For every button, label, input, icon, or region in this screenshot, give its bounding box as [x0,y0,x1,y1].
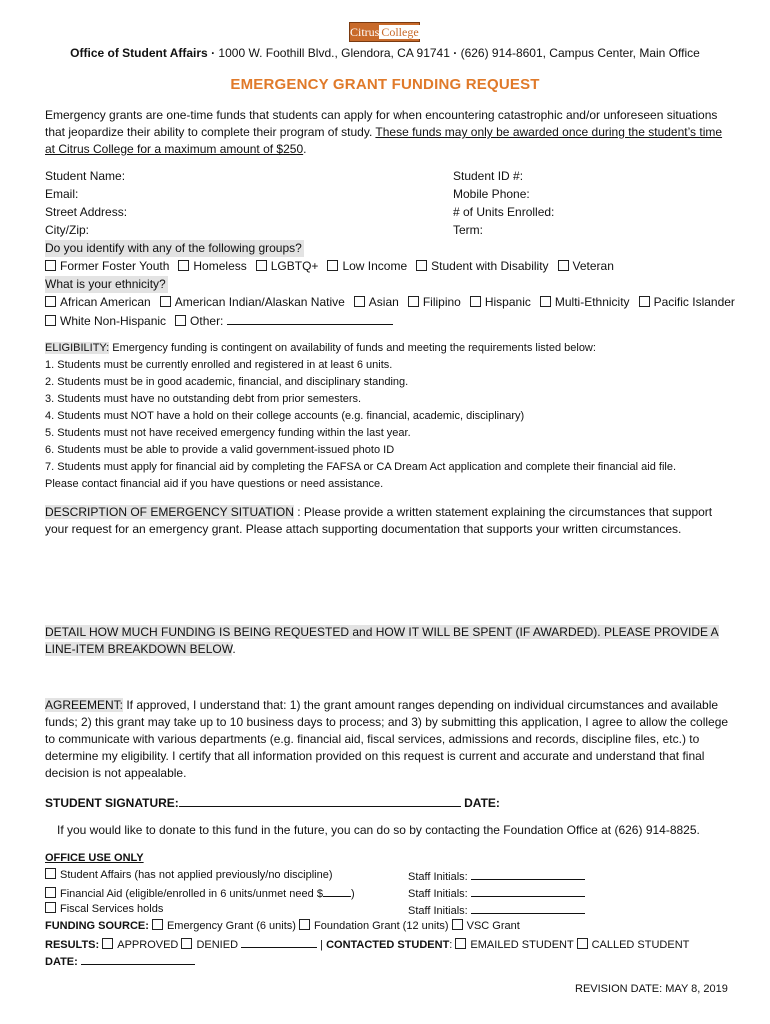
checkbox-emergency-grant[interactable] [152,920,296,932]
other-ethnicity-input[interactable] [227,312,393,325]
checkbox-icon [470,296,481,307]
staff-initials-label: Staff Initials: [408,905,468,917]
checkbox-african-american[interactable] [45,295,151,309]
field-student-name[interactable]: Student Name: [45,169,126,183]
office-row-label: Student Affairs (has not applied previously/no discipline) [60,869,333,881]
option-label: APPROVED [117,939,179,951]
option-label: Emergency Grant (6 units) [166,920,296,932]
donate-note: If you would like to donate to this fund in the future, you can do so by contacting the Foundation Office at (626) 914-8825. [57,823,700,837]
checkbox-pacific-islander[interactable] [639,295,735,309]
office-address: 1000 W. Foothill Blvd., Glendora, CA 91741 [218,46,450,60]
field-email[interactable]: Email: [45,187,79,201]
option-label: White Non-Hispanic [60,314,167,328]
option-label: DENIED [196,939,239,951]
checkbox-icon [558,260,569,271]
unmet-need-input[interactable] [323,884,351,897]
office-row-student-affairs[interactable] [45,867,333,884]
contacted-colon: : [449,939,453,951]
staff-initials-input[interactable] [471,901,585,914]
signature-input[interactable] [179,794,461,807]
checkbox-icon [354,296,365,307]
groups-question: Do you identify with any of the following groups? [45,241,302,255]
office-row-label: Fiscal Services holds [60,903,164,915]
option-label: Other: [190,314,224,328]
funding-source-label: FUNDING SOURCE: [45,920,149,932]
checkbox-icon [452,919,463,930]
checkbox-called-student[interactable] [577,939,690,951]
separator-bar: | [320,939,323,951]
description-section [45,504,725,538]
logo-text-citrus: Citrus [350,25,380,39]
header-separator: · [453,46,458,60]
checkbox-icon [299,919,310,930]
field-term[interactable]: Term: [453,223,483,237]
checkbox-foundation-grant[interactable] [299,920,449,932]
checkbox-low-income[interactable] [327,259,407,273]
checkbox-icon [45,296,56,307]
ethnicity-question: What is your ethnicity? [45,277,166,291]
checkbox-icon [102,938,113,949]
intro-paragraph [45,107,735,158]
option-label: Foundation Grant (12 units) [314,920,449,932]
groups-options [45,258,623,275]
office-use-title: OFFICE USE ONLY [45,852,144,864]
eligibility-item: 5. Students must not have received emergency funding within the last year. [45,427,411,439]
option-label: LGBTQ+ [270,259,319,273]
option-label: Filipino [422,295,461,309]
eligibility-header [45,340,596,357]
header-separator: · [211,46,216,60]
checkbox-icon [45,868,56,879]
staff-initials-input[interactable] [471,867,585,880]
eligibility-item: 7. Students must apply for financial aid by completing the FAFSA or CA Dream Act application and complete their financial aid file. [45,461,677,473]
eligibility-item: 2. Students must be in good academic, financial, and disciplinary standing. [45,376,409,388]
eligibility-item: 1. Students must be currently enrolled and registered in at least 6 units. [45,359,393,371]
checkbox-lgbtq[interactable] [256,259,319,273]
checkbox-icon [540,296,551,307]
agreement-section [45,697,735,782]
detail-end: . [232,642,236,656]
office-row-end: ) [350,888,355,900]
option-label: Multi-Ethnicity [554,295,630,309]
checkbox-icon [45,887,56,898]
checkbox-asian[interactable] [354,295,399,309]
option-label: African American [60,295,151,309]
option-label: Low Income [342,259,408,273]
option-label: VSC Grant [466,920,520,932]
results-label: RESULTS: [45,939,100,951]
checkbox-approved[interactable] [102,939,178,951]
option-label: Pacific Islander [653,295,735,309]
checkbox-filipino[interactable] [408,295,461,309]
checkbox-homeless[interactable] [178,259,246,273]
checkbox-icon [45,260,56,271]
office-phone: (626) 914-8601, Campus Center, Main Office [460,46,700,60]
checkbox-student-with-disability[interactable] [416,259,548,273]
option-label: EMAILED STUDENT [470,939,574,951]
checkbox-other[interactable] [175,314,223,328]
eligibility-item: 4. Students must NOT have a hold on their college accounts (e.g. financial, academic, disciplinary) [45,410,525,422]
checkbox-icon [175,315,186,326]
checkbox-icon [181,938,192,949]
office-name: Office of Student Affairs [70,46,208,60]
checkbox-denied[interactable] [181,939,238,951]
checkbox-icon [178,260,189,271]
field-mobile-phone[interactable]: Mobile Phone: [453,187,530,201]
checkbox-vsc-grant[interactable] [452,920,520,932]
checkbox-white-non-hispanic[interactable] [45,314,166,328]
checkbox-icon [408,296,419,307]
office-row-label: Financial Aid (eligible/enrolled in 6 units/unmet need $ [60,888,323,900]
ethnicity-options-row1 [45,294,735,311]
revision-date: REVISION DATE: MAY 8, 2019 [575,983,728,995]
option-label: Homeless [193,259,247,273]
funding-source-row [45,918,520,935]
agreement-label: AGREEMENT: [45,698,124,712]
option-label: Student with Disability [431,259,549,273]
option-label: Veteran [572,259,614,273]
checkbox-icon [152,919,163,930]
field-street-address[interactable]: Street Address: [45,205,128,219]
checkbox-icon [416,260,427,271]
intro-end: . [303,142,307,156]
citrus-college-logo [349,22,420,42]
field-student-id[interactable]: Student ID #: [453,169,524,183]
option-label: American Indian/Alaskan Native [174,295,345,309]
description-input-area[interactable] [45,546,725,616]
detail-label: DETAIL HOW MUCH FUNDING IS BEING REQUESTED and HOW IT WILL BE SPENT (IF AWARDED). PLEASE PROVIDE A LINE-ITEM BREAKDOWN BELOW [45,625,719,656]
checkbox-icon [160,296,171,307]
detail-input-area[interactable] [45,660,725,690]
denied-reason-input[interactable] [241,935,317,948]
checkbox-icon [327,260,338,271]
agreement-text: If approved, I understand that: 1) the grant amount ranges depending on individual circumstances and available funds; 2) this grant may take up to 10 business days to process; and 3) by submitting this application, I agree to allow the college to communicate with various departments (e.g. financial aid, fiscal services, admissions and records, discipline files, etc.) to determine my eligibility. I certify that all information provided on this request is current and accurate and understand that final decision is not appealable. [45,698,729,780]
checkbox-icon [577,938,588,949]
option-label: CALLED STUDENT [591,939,690,951]
page-title: EMERGENCY GRANT FUNDING REQUEST [230,76,540,93]
contacted-student-label: CONTACTED STUDENT [326,939,450,951]
option-label: Asian [368,295,399,309]
checkbox-multi-ethnicity[interactable] [540,295,630,309]
office-date-row [45,952,195,971]
office-row-fiscal-services[interactable] [45,901,163,918]
option-label: Former Foster Youth [60,259,170,273]
description-label: DESCRIPTION OF EMERGENCY SITUATION [45,505,294,519]
office-header [0,45,770,62]
checkbox-icon [256,260,267,271]
signature-label: STUDENT SIGNATURE: [45,796,179,810]
detail-section [45,624,735,658]
checkbox-american-indian[interactable] [160,295,345,309]
checkbox-veteran[interactable] [558,259,614,273]
intro-underlined-text: These funds may only be awarded once during the student’s time at Citrus College for a maximum amount of $250 [45,125,723,156]
checkbox-hispanic[interactable] [470,295,531,309]
checkbox-icon [639,296,650,307]
staff-initials-label: Staff Initials: [408,888,468,900]
signature-date-label: DATE: [464,796,500,810]
eligibility-label: ELIGIBILITY: [45,342,110,354]
description-text: : Please provide a written statement explaining the circumstances that support your request for an emergency grant. Please attach supporting documentation that supports your written circumstances. [45,505,713,536]
office-date-label: DATE: [45,956,78,968]
checkbox-icon [45,902,56,913]
eligibility-item: 3. Students must have no outstanding debt from prior semesters. [45,393,362,405]
staff-initials-label: Staff Initials: [408,871,468,883]
signature-row [45,794,500,812]
checkbox-emailed-student[interactable] [455,939,573,951]
checkbox-icon [455,938,466,949]
field-units-enrolled[interactable]: # of Units Enrolled: [453,205,555,219]
field-city-zip[interactable]: City/Zip: [45,223,90,237]
staff-initials-input[interactable] [471,884,585,897]
checkbox-icon [45,315,56,326]
option-label: Hispanic [484,295,531,309]
checkbox-former-foster-youth[interactable] [45,259,169,273]
eligibility-item: Please contact financial aid if you have questions or need assistance. [45,478,384,490]
ethnicity-options-row2 [45,312,393,330]
logo-text-college: College [381,25,419,39]
eligibility-item: 6. Students must be able to provide a valid government-issued photo ID [45,444,395,456]
eligibility-intro: Emergency funding is contingent on availability of funds and meeting the requirements listed below: [109,342,596,354]
office-date-input[interactable] [81,952,195,965]
intro-text: Emergency grants are one-time funds that students can apply for when encountering catastrophic and/or unforeseen situations that jeopardize their ability to complete their program of study. [45,108,718,139]
